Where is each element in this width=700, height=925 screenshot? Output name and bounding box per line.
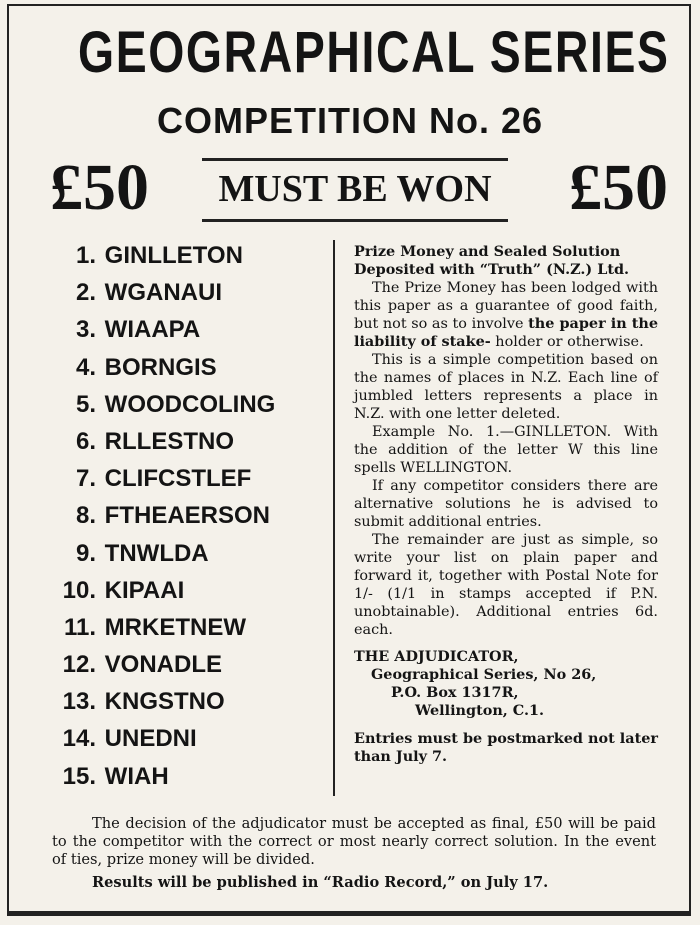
prize-amount-left: £50 xyxy=(50,151,149,224)
jumbled-word-item xyxy=(42,609,327,646)
jumbled-word-item xyxy=(42,720,327,757)
rules-paragraph-alternatives: If any competitor considers there are alternative solutions he is advised to submit additional entries. xyxy=(354,478,658,530)
rules-heading: Prize Money and Sealed Solution Deposited with “Truth” (N.Z.) Ltd. xyxy=(354,243,630,278)
jumbled-word-item xyxy=(42,758,327,795)
jumbled-word-item xyxy=(42,497,327,534)
word-number: 3. xyxy=(75,316,96,344)
jumbled-word: WIAAPA xyxy=(104,316,201,344)
rules-paragraph-example: Example No. 1.—GINLLETON. With the addition of the letter W this line spells WELLINGTON. xyxy=(354,424,658,476)
address-line-city: Wellington, C.1. xyxy=(415,702,545,719)
word-number: 12. xyxy=(62,651,96,679)
jumbled-word: WOODCOLING xyxy=(104,390,276,418)
jumbled-word-item xyxy=(42,535,327,572)
column-divider xyxy=(333,240,335,796)
jumbled-word: WIAH xyxy=(104,762,169,790)
word-number: 13. xyxy=(62,688,96,716)
entries-deadline: Entries must be postmarked not later than July 7. xyxy=(354,730,658,765)
jumbled-word-item xyxy=(42,646,327,683)
rules-paragraph-guarantee: The Prize Money has been lodged with this paper as a guarantee of good faith, but not so as to involve the paper in the liability of stake- holder or otherwise. xyxy=(354,280,658,350)
word-number: 10. xyxy=(62,576,96,604)
word-number: 4. xyxy=(75,353,96,381)
jumbled-word: KIPAAI xyxy=(104,576,185,604)
word-number: 5. xyxy=(75,390,96,418)
jumbled-word-item xyxy=(42,237,327,274)
results-notice: Results will be published in “Radio Record,” on July 17. xyxy=(92,874,549,891)
jumbled-word-item xyxy=(42,683,327,720)
word-number: 2. xyxy=(75,279,96,307)
jumbled-word-list xyxy=(42,237,327,795)
jumbled-word-item xyxy=(42,460,327,497)
jumbled-word: VONADLE xyxy=(104,651,223,679)
adjudicator-heading: THE ADJUDICATOR, xyxy=(354,648,519,665)
jumbled-word-item xyxy=(42,274,327,311)
jumbled-word: GINLLETON xyxy=(104,242,243,269)
jumbled-word: UNEDNI xyxy=(104,725,197,753)
jumbled-word: FTHEAERSON xyxy=(104,502,271,530)
jumbled-word-item xyxy=(42,423,327,460)
rules-column xyxy=(354,243,658,766)
address-line-box: P.O. Box 1317R, xyxy=(391,684,519,701)
word-number: 1. xyxy=(75,242,96,269)
jumbled-word: BORNGIS xyxy=(104,353,217,381)
word-number: 7. xyxy=(75,465,96,493)
competition-number: COMPETITION No. 26 xyxy=(156,100,544,141)
decision-notice: The decision of the adjudicator must be accepted as final, £50 will be paid to the competitor with the correct or most nearly correct solution. In the event of ties, prize money will be divided. xyxy=(52,815,656,868)
jumbled-word: CLIFCSTLEF xyxy=(104,465,252,493)
must-be-won-banner: MUST BE WON xyxy=(202,158,508,222)
rules-paragraph-description: This is a simple competition based on the names of places in N.Z. Each line of jumbled letters represents a place in N.Z. with one letter deleted. xyxy=(354,352,658,422)
jumbled-word: KNGSTNO xyxy=(104,688,225,716)
prize-banner xyxy=(40,150,668,226)
jumbled-word: TNWLDA xyxy=(104,539,209,567)
jumbled-word: WGANAUI xyxy=(104,279,222,307)
series-title: GEOGRAPHICAL SERIES xyxy=(78,20,670,85)
word-number: 8. xyxy=(75,502,96,530)
word-number: 9. xyxy=(75,539,96,567)
jumbled-word-item xyxy=(42,311,327,348)
address-line-series: Geographical Series, No 26, xyxy=(371,666,597,683)
jumbled-word-item xyxy=(42,572,327,609)
word-number: 15. xyxy=(62,762,96,790)
prize-amount-right: £50 xyxy=(569,151,668,224)
word-number: 6. xyxy=(75,427,96,455)
word-number: 11. xyxy=(63,613,96,641)
rules-paragraph-entry: The remainder are just as simple, so write your list on plain paper and forward it, together with Postal Note for 1/- (1/1 in stamps accepted if P.N. unobtainable). Additional entries 6d. each. xyxy=(354,532,658,638)
jumbled-word-item xyxy=(42,349,327,386)
jumbled-word: MRKETNEW xyxy=(104,613,246,641)
word-number: 14. xyxy=(62,725,96,753)
jumbled-word-item xyxy=(42,386,327,423)
jumbled-word: RLLESTNO xyxy=(104,427,234,455)
